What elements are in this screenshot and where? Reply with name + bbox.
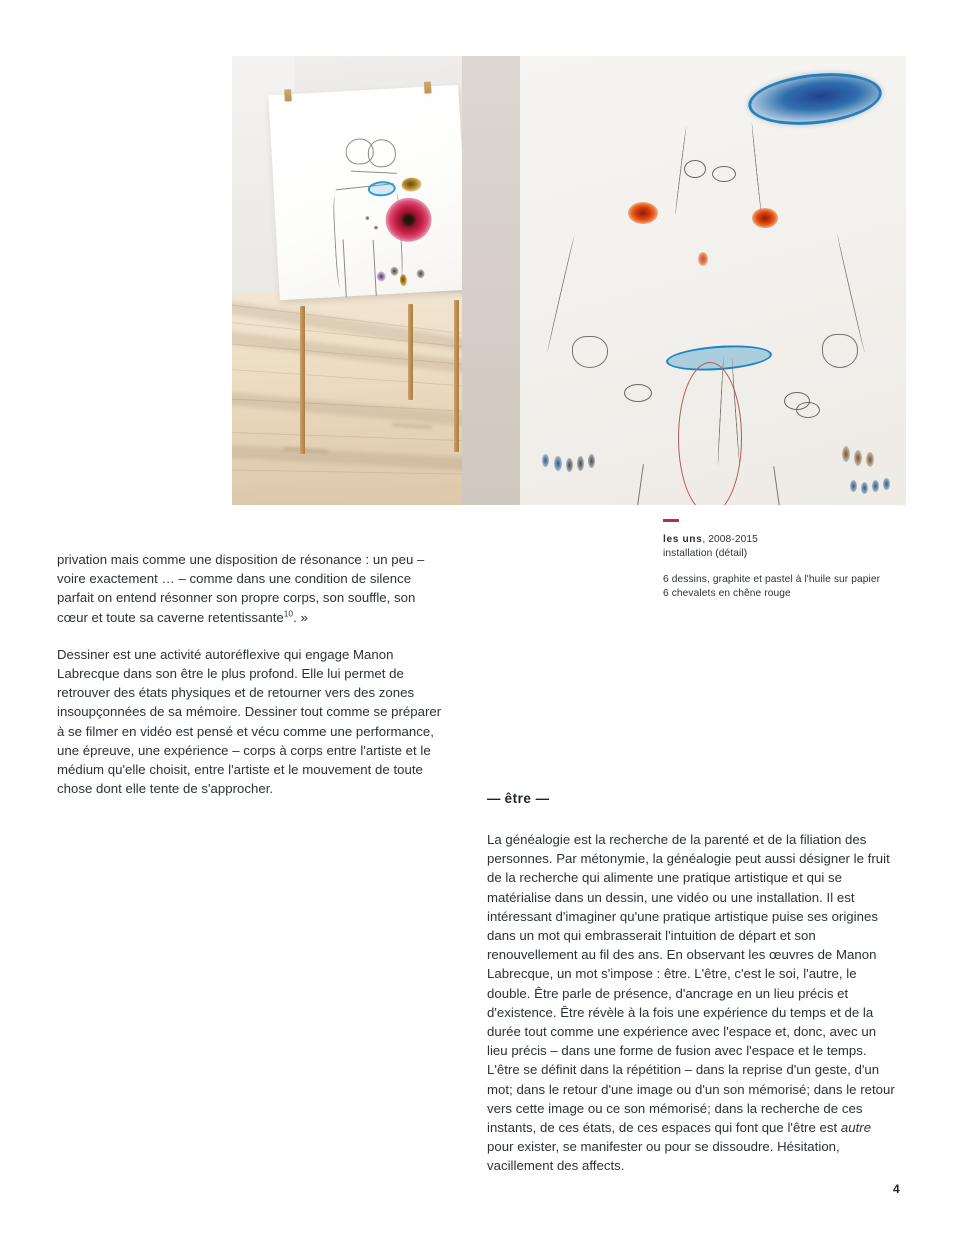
heading-rule-left: — xyxy=(487,791,501,806)
detail-hand-right xyxy=(822,334,858,368)
emphasis-autre: autre xyxy=(840,1120,872,1136)
page-number: 4 xyxy=(893,1182,900,1196)
quote-close: . » xyxy=(293,609,308,625)
caption-materials-line-2: 6 chevalets en chêne rouge xyxy=(663,587,791,599)
caption-title-line xyxy=(663,533,913,547)
footnote-marker-10: 10 xyxy=(283,608,294,619)
caption-materials-line-1: 6 dessins, graphite et pastel à l'huile sur papier xyxy=(663,574,881,586)
drawing-on-paper xyxy=(268,85,469,300)
detail-blue-ellipse-top xyxy=(746,67,884,131)
artwork-date: , 2008-2015 xyxy=(702,534,758,545)
genealogie-text-part-1: La généalogie est la recherche de la parenté et de la filiation des personnes. Par métonymie, la généalogie peut aussi désigner le fruit de la recherche qui alimente une pratique artistique et qui se matérialise dans un dessin, une vidéo ou une installation. Il est intéressant d'imaginer qu'une pratique artistique puise ses origines dans un mot qui embrasserait l'intuition de départ et son renouvellement au fil des ans. En observant les œuvres de Manon Labrecque, un mot s'impose : être. L'être, c'est le soi, l'autre, le double. Être parle de présence, d'ancrage en un lieu précis et d'existence. Être révèle à la fois une expérience du temps et de la durée tout comme une expérience avec l'espace et, donc, avec un lieu précis – dans une forme de fusion avec l'espace et le temps. L'être se définit dans la répétition – dans la reprise d'un geste, d'un mot; dans le retour d'une image ou d'un son mémorisé; dans le retour vers cette image ou ce son mémorisé; dans la recherche de ces instants, de ces états, de ces espaces qui font que l'être est xyxy=(487,832,895,1136)
installation-view-photo xyxy=(232,56,520,505)
left-text-column xyxy=(57,550,442,798)
quote-text: privation mais comme une disposition de résonance : un peu – voire exactement … – comme dans une condition de silence parfait on entend résonner son propre corps, son souffle, son cœur et toute sa caverne retentissante xyxy=(57,552,425,625)
easel-leg-right xyxy=(454,300,459,452)
artwork-title: les uns xyxy=(663,534,703,545)
heading-title: être xyxy=(504,791,532,806)
paper-clip-right xyxy=(424,81,432,93)
drawing-ochre-mark xyxy=(401,177,422,192)
detail-orange-dot-small xyxy=(698,252,708,266)
caption-spacer xyxy=(663,560,913,573)
easel-leg-left xyxy=(300,306,305,454)
drawing-blue-ellipse xyxy=(367,181,396,198)
paper-clip-left xyxy=(284,89,292,101)
detail-hand-left xyxy=(572,336,608,368)
gallery-wall-right xyxy=(462,56,520,505)
paragraph-genealogie xyxy=(487,830,897,1176)
caption-accent-dash xyxy=(663,519,679,522)
genealogie-text-part-2: pour exister, se manifester ou pour se dissoudre. Hésitation, vacillement des affects. xyxy=(487,1139,840,1174)
section-heading-etre xyxy=(487,791,549,806)
detail-orange-dot-right xyxy=(752,208,778,228)
drawing-rose-vortex xyxy=(384,197,432,243)
easel-leg-middle xyxy=(408,304,413,400)
detail-orange-dot-left xyxy=(628,202,658,224)
figure-image xyxy=(232,56,906,505)
figure-caption xyxy=(663,519,913,600)
caption-subtitle: installation (détail) xyxy=(663,547,748,559)
right-text-column xyxy=(487,830,897,1176)
heading-rule-right: — xyxy=(535,791,550,806)
paragraph-quote-continuation xyxy=(57,550,442,627)
paragraph-dessiner: Dessiner est une activité autoréflexive qui engage Manon Labrecque dans son être le plus profond. Elle lui permet de retrouver des états physiques et de retourner vers des zones insoupçonnées de sa mémoire. Dessiner tout comme se préparer à se filmer en vidéo est pensé et vécu comme une performance, une épreuve, une expérience – corps à corps entre l'artiste et le médium qu'elle choisit, entre l'artiste et le mouvement de toute chose dont elle tente de s'approcher. xyxy=(57,646,442,797)
drawing-detail-photo xyxy=(520,56,906,505)
